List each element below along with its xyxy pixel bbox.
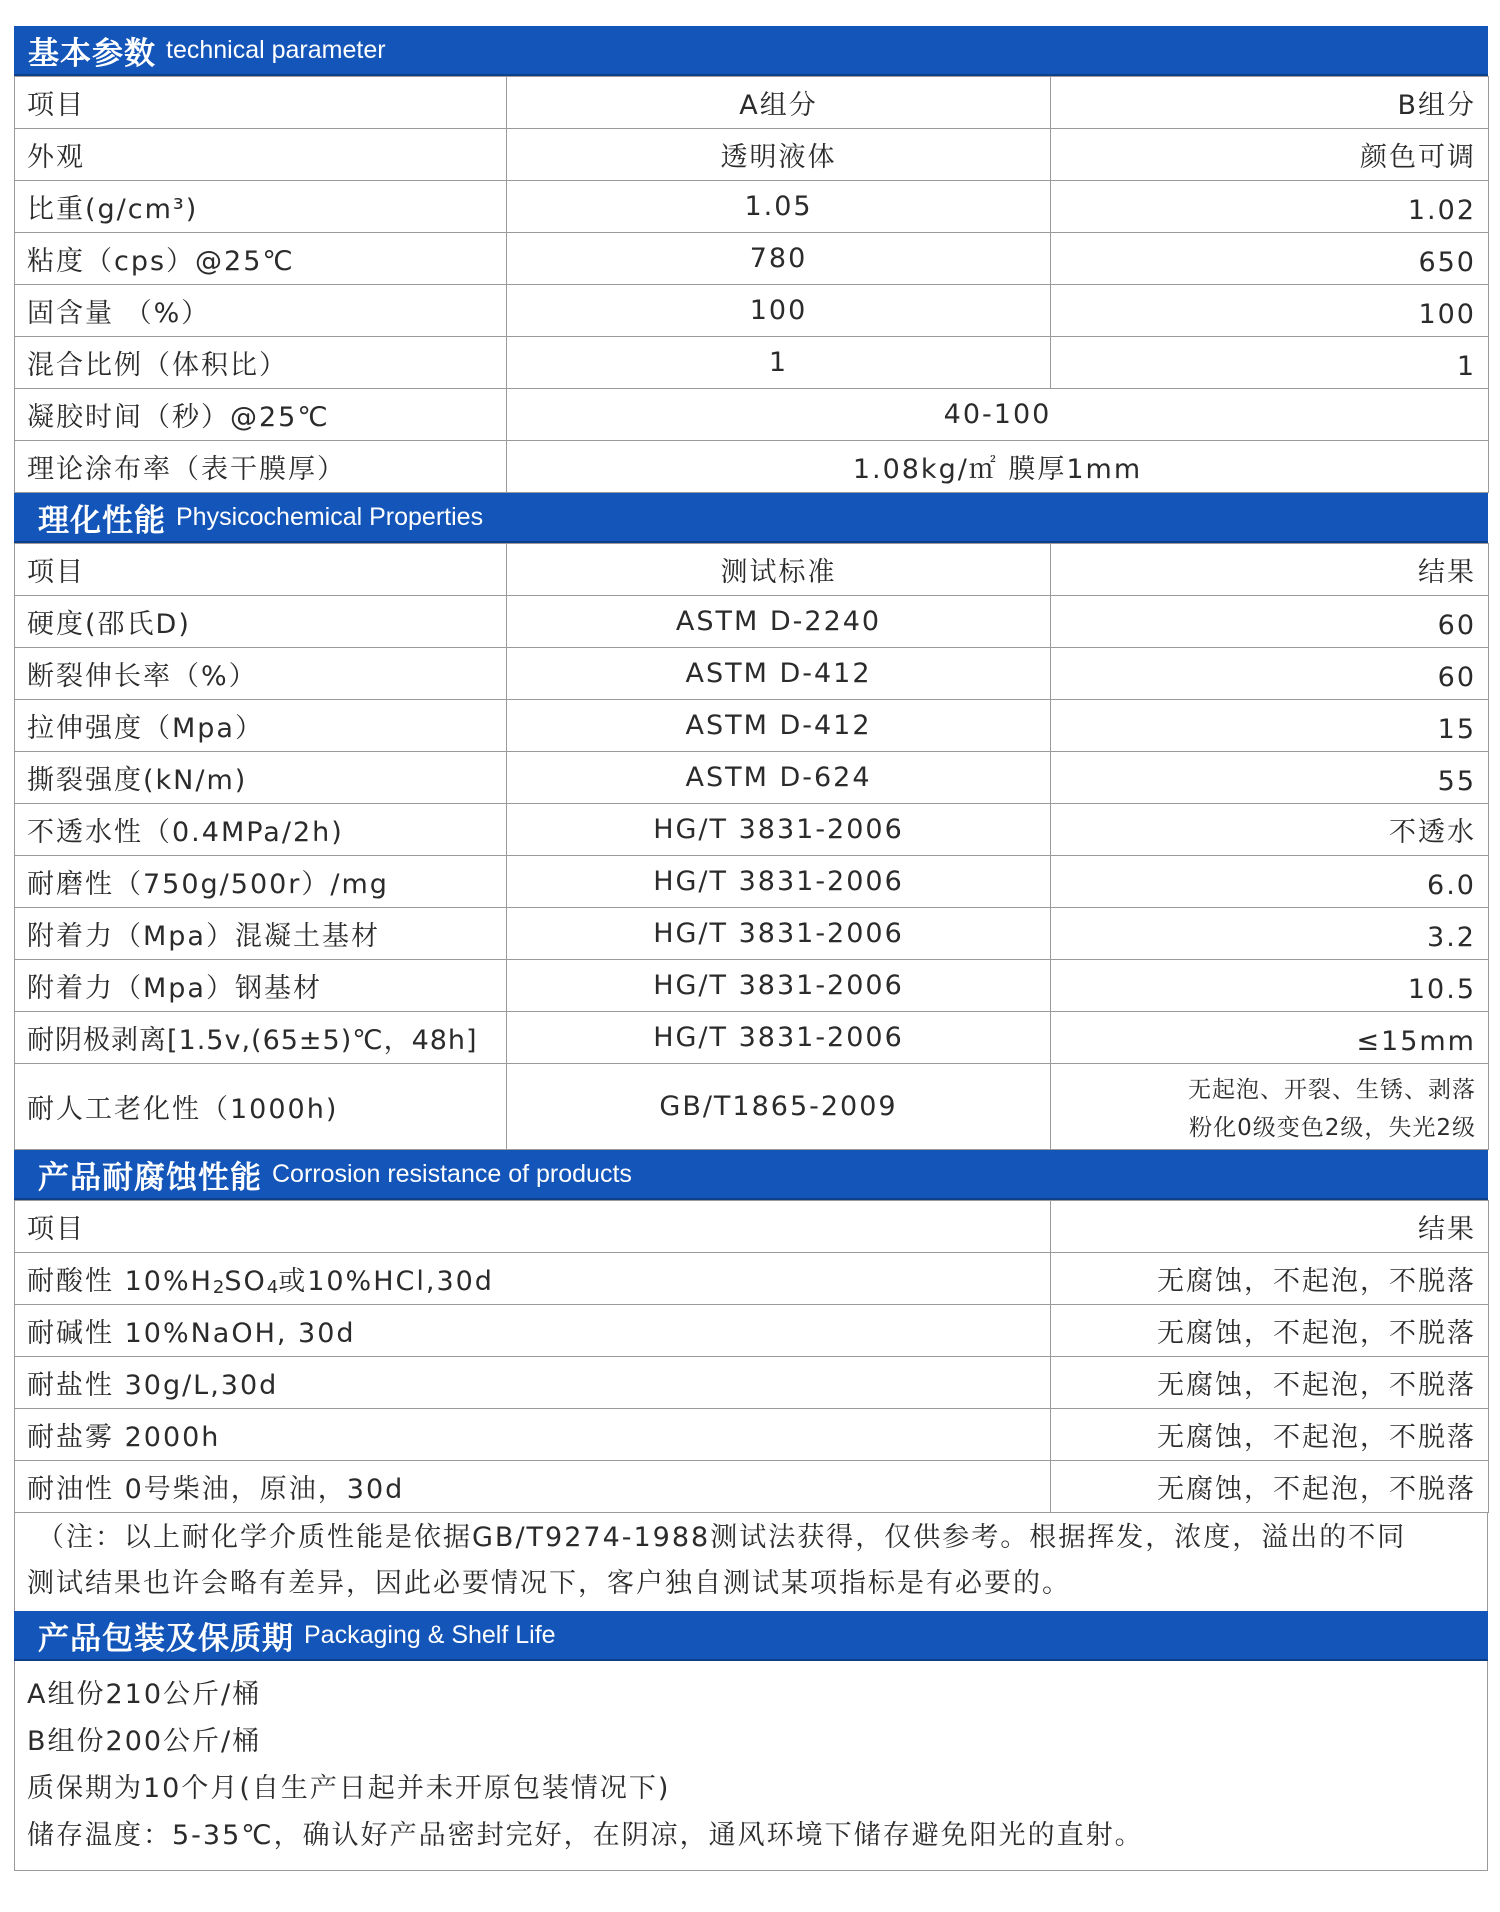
table-row xyxy=(15,1409,1489,1461)
note-line: （注：以上耐化学介质性能是依据GB/T9274-1988测试法获得，仅供参考。根据挥发，浓度，溢出的不同 xyxy=(37,1522,1407,1553)
row-item: 附着力（Mpa）钢基材 xyxy=(15,960,507,1012)
section-title-en: Physicochemical Properties xyxy=(176,502,484,531)
row-result: 60 xyxy=(1051,648,1489,700)
row-standard: GB/T1865-2009 xyxy=(507,1064,1051,1150)
row-standard: ASTM D-412 xyxy=(507,648,1051,700)
table-row xyxy=(15,1253,1489,1305)
row-standard: ASTM D-624 xyxy=(507,752,1051,804)
header-item: 项目 xyxy=(15,544,507,596)
row-standard: HG/T 3831-2006 xyxy=(507,1012,1051,1064)
header-item: 项目 xyxy=(15,77,507,129)
section-header-corrosion xyxy=(14,1150,1488,1200)
datasheet xyxy=(14,26,1488,1871)
row-item: 理论涂布率（表干膜厚） xyxy=(15,441,507,493)
row-standard: HG/T 3831-2006 xyxy=(507,804,1051,856)
row-a-value: 透明液体 xyxy=(507,129,1051,181)
table-row xyxy=(15,596,1489,648)
row-result: 60 xyxy=(1051,596,1489,648)
row-result: 不透水 xyxy=(1051,804,1489,856)
row-result xyxy=(1051,1064,1489,1150)
row-item: 耐酸性 $10\%H_2SO_4$或10%HCl,30d xyxy=(15,1253,1051,1305)
section-header-technical-parameter xyxy=(14,26,1488,76)
table-row xyxy=(15,181,1489,233)
row-item: 拉伸强度（Mpa） xyxy=(15,700,507,752)
row-item: 比重(g/cm³) xyxy=(15,181,507,233)
table-row xyxy=(15,648,1489,700)
section-header-physicochemical xyxy=(14,493,1488,543)
table-row xyxy=(15,752,1489,804)
row-span-value: 40-100 xyxy=(507,389,1489,441)
table-row xyxy=(15,389,1489,441)
row-standard: ASTM D-2240 xyxy=(507,596,1051,648)
section-title-en: Corrosion resistance of products xyxy=(272,1159,632,1188)
table-row xyxy=(15,233,1489,285)
row-item: 粘度（cps）@25℃ xyxy=(15,233,507,285)
header-result: 结果 xyxy=(1051,544,1489,596)
row-result: 10.5 xyxy=(1051,960,1489,1012)
section-title-en: technical parameter xyxy=(166,35,386,64)
physicochemical-table xyxy=(14,543,1489,1150)
note-line: 测试结果也许会略有差异，因此必要情况下，客户独自测试某项指标是有必要的。 xyxy=(27,1568,1071,1599)
table-row xyxy=(15,1012,1489,1064)
table-row xyxy=(15,1064,1489,1150)
packaging-info xyxy=(14,1661,1488,1871)
row-b-value: 650 xyxy=(1051,233,1489,285)
row-standard: ASTM D-412 xyxy=(507,700,1051,752)
row-item: 耐磨性（750g/500r）/mg xyxy=(15,856,507,908)
row-b-value: 1 xyxy=(1051,337,1489,389)
row-a-value: 1.05 xyxy=(507,181,1051,233)
packaging-line: 储存温度：5-35℃，确认好产品密封完好，在阴凉，通风环境下储存避免阳光的直射。 xyxy=(27,1820,1144,1851)
section-title-zh: 基本参数 xyxy=(28,35,156,72)
packaging-line: B组份200公斤/桶 xyxy=(27,1726,262,1757)
row-standard: HG/T 3831-2006 xyxy=(507,856,1051,908)
row-standard: HG/T 3831-2006 xyxy=(507,908,1051,960)
row-item: 硬度(邵氏D) xyxy=(15,596,507,648)
result-line: 粉化0级变色2级，失光2级 xyxy=(1189,1115,1476,1141)
row-a-value: 100 xyxy=(507,285,1051,337)
corrosion-table xyxy=(14,1200,1489,1513)
row-item: 固含量 （%） xyxy=(15,285,507,337)
table-row xyxy=(15,700,1489,752)
row-item: 附着力（Mpa）混凝土基材 xyxy=(15,908,507,960)
row-item: 撕裂强度(kN/m) xyxy=(15,752,507,804)
row-b-value: 颜色可调 xyxy=(1051,129,1489,181)
row-item: 不透水性（0.4MPa/2h) xyxy=(15,804,507,856)
row-b-value: 1.02 xyxy=(1051,181,1489,233)
row-result: 6.0 xyxy=(1051,856,1489,908)
row-item: 耐碱性 10%NaOH, 30d xyxy=(15,1305,1051,1357)
table-row xyxy=(15,1461,1489,1513)
table-row xyxy=(15,908,1489,960)
section-title-en: Packaging & Shelf Life xyxy=(304,1620,556,1649)
result-line: 无起泡、开裂、生锈、剥落 xyxy=(1188,1077,1476,1103)
test-note xyxy=(14,1513,1488,1611)
table-row xyxy=(15,856,1489,908)
row-item: 断裂伸长率（%） xyxy=(15,648,507,700)
section-title-zh: 理化性能 xyxy=(38,502,166,539)
row-item: 混合比例（体积比） xyxy=(15,337,507,389)
header-item: 项目 xyxy=(15,1201,1051,1253)
section-header-packaging xyxy=(14,1611,1488,1661)
table-row xyxy=(15,1305,1489,1357)
row-result: 无腐蚀，不起泡，不脱落 xyxy=(1051,1409,1489,1461)
technical-parameter-table xyxy=(14,76,1489,493)
row-item: 外观 xyxy=(15,129,507,181)
table-row xyxy=(15,285,1489,337)
row-result: 无腐蚀，不起泡，不脱落 xyxy=(1051,1357,1489,1409)
packaging-line: 质保期为10个月(自生产日起并未开原包装情况下) xyxy=(27,1773,671,1804)
table-row xyxy=(15,1357,1489,1409)
row-result: 3.2 xyxy=(1051,908,1489,960)
header-a-component: A组分 xyxy=(507,77,1051,129)
row-result: ≤15mm xyxy=(1051,1012,1489,1064)
section-title-zh: 产品耐腐蚀性能 xyxy=(38,1159,262,1196)
row-b-value: 100 xyxy=(1051,285,1489,337)
row-standard: HG/T 3831-2006 xyxy=(507,960,1051,1012)
header-standard: 测试标准 xyxy=(507,544,1051,596)
table-row xyxy=(15,337,1489,389)
row-result: 无腐蚀，不起泡，不脱落 xyxy=(1051,1253,1489,1305)
row-item: 凝胶时间（秒）@25℃ xyxy=(15,389,507,441)
row-result: 55 xyxy=(1051,752,1489,804)
row-a-value: 1 xyxy=(507,337,1051,389)
row-item: 耐人工老化性（1000h) xyxy=(15,1064,507,1150)
table-row xyxy=(15,960,1489,1012)
header-result: 结果 xyxy=(1051,1201,1489,1253)
table-row xyxy=(15,441,1489,493)
table-row xyxy=(15,129,1489,181)
row-item: 耐油性 0号柴油，原油，30d xyxy=(15,1461,1051,1513)
header-b-component: B组分 xyxy=(1051,77,1489,129)
table-header-row xyxy=(15,1201,1489,1253)
row-result: 15 xyxy=(1051,700,1489,752)
row-a-value: 780 xyxy=(507,233,1051,285)
section-title-zh: 产品包装及保质期 xyxy=(38,1620,294,1657)
row-span-value: 1.08kg/㎡ 膜厚1mm xyxy=(507,441,1489,493)
table-row xyxy=(15,804,1489,856)
packaging-line: A组份210公斤/桶 xyxy=(27,1679,262,1710)
table-header-row xyxy=(15,77,1489,129)
row-item: 耐盐性 30g/L,30d xyxy=(15,1357,1051,1409)
row-item: 耐阴极剥离[1.5v,(65±5)℃，48h] xyxy=(15,1012,507,1064)
row-item: 耐盐雾 2000h xyxy=(15,1409,1051,1461)
row-result: 无腐蚀，不起泡，不脱落 xyxy=(1051,1461,1489,1513)
row-result: 无腐蚀，不起泡，不脱落 xyxy=(1051,1305,1489,1357)
table-header-row xyxy=(15,544,1489,596)
